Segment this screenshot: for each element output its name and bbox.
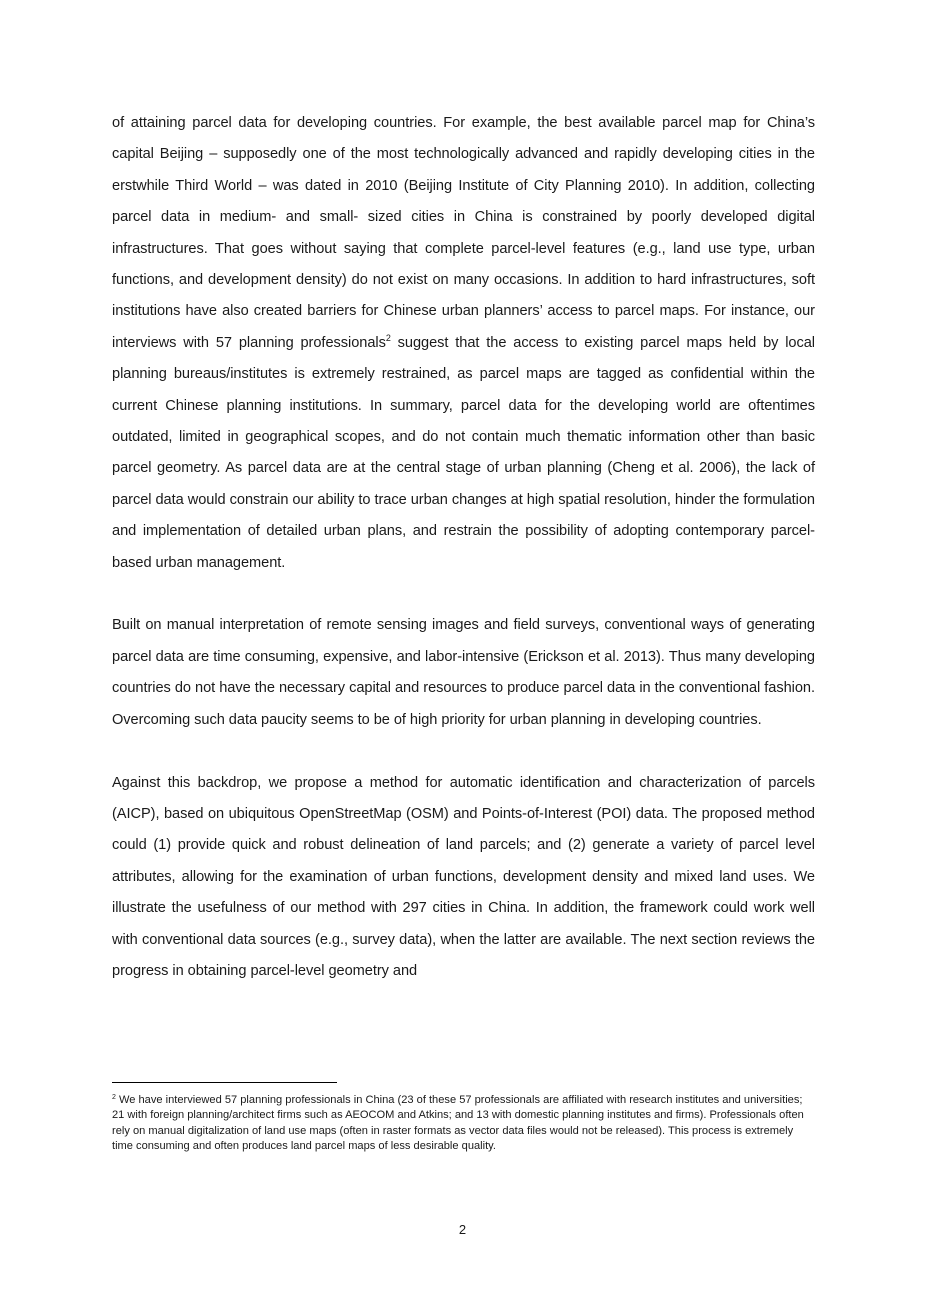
page-number: 2 [458,1222,467,1237]
page-body [112,108,815,987]
footnote-marker: 2 [112,1094,116,1101]
paragraph-1-text-b: suggest that the access to existing parcel maps held by local planning bureaus/institutes is extremely restrained, as parcel maps are tagged as confidential within the current Chinese planning institutions. In summary, parcel data for the developing world are oftentimes outdated, limited in geographical scopes, and do not contain much thematic information other than basic parcel geometry. As parcel data are at the central stage of urban planning (Cheng et al. 2006), the lack of parcel data would constrain our ability to trace urban changes at high spatial resolution, hinder the formulation and implementation of detailed urban plans, and restrain the possibility of adopting contemporary parcel-based urban management. [112,334,816,571]
paragraph-2: Built on manual interpretation of remote sensing images and field surveys, conventional ways of generating parcel data are time consuming, expensive, and labor-intensive (Erickson et al. 2013). Thus many developing countries do not have the necessary capital and resources to produce parcel data in the conventional fashion. Overcoming such data paucity seems to be of high priority for urban planning in developing countries. [112,617,815,728]
footnote-reference[interactable]: 2 [385,332,391,343]
paragraph-1-text-a: of attaining parcel data for developing countries. For example, the best available parcel map for China’s capital Beijing – supposedly one of the most technologically advanced and rapidly developing cities in the erstwhile Third World – was dated in 2010 (Beijing Institute of City Planning 2010). In addition, collecting parcel data in medium- and small- sized cities in China is constrained by poorly developed digital infrastructures. That goes without saying that complete parcel-level features (e.g., land use type, urban functions, and development density) do not exist on many occasions. In addition to hard infrastructures, soft institutions have also created barriers for Chinese urban planners’ access to parcel maps. For instance, our interviews with 57 planning professionals [112,115,815,351]
footnote-text: We have interviewed 57 planning professionals in China (23 of these 57 professionals are affiliated with research institutes and universities; 21 with foreign planning/architect firms such as AEOCOM and Atkins; and 13 with domestic planning institutes and firms). Professionals often rely on manual digitalization of land use maps (often in raster formats as vector data files would not be released). This process is extremely time consuming and often produces land parcel maps of less desirable quality. [112,1094,804,1153]
footnote-separator [112,1082,337,1083]
paragraph-1 [112,108,815,579]
paragraph-3: Against this backdrop, we propose a method for automatic identification and characterization of parcels (AICP), based on ubiquitous OpenStreetMap (OSM) and Points-of-Interest (POI) data. The proposed method could (1) provide quick and robust delineation of land parcels; and (2) generate a variety of parcel level attributes, allowing for the examination of urban functions, development density and mixed land uses. We illustrate the usefulness of our method with 297 cities in China. In addition, the framework could work well with conventional data sources (e.g., survey data), when the latter are available. The next section reviews the progress in obtaining parcel-level geometry and [112,774,815,979]
footnote [112,1093,815,1155]
